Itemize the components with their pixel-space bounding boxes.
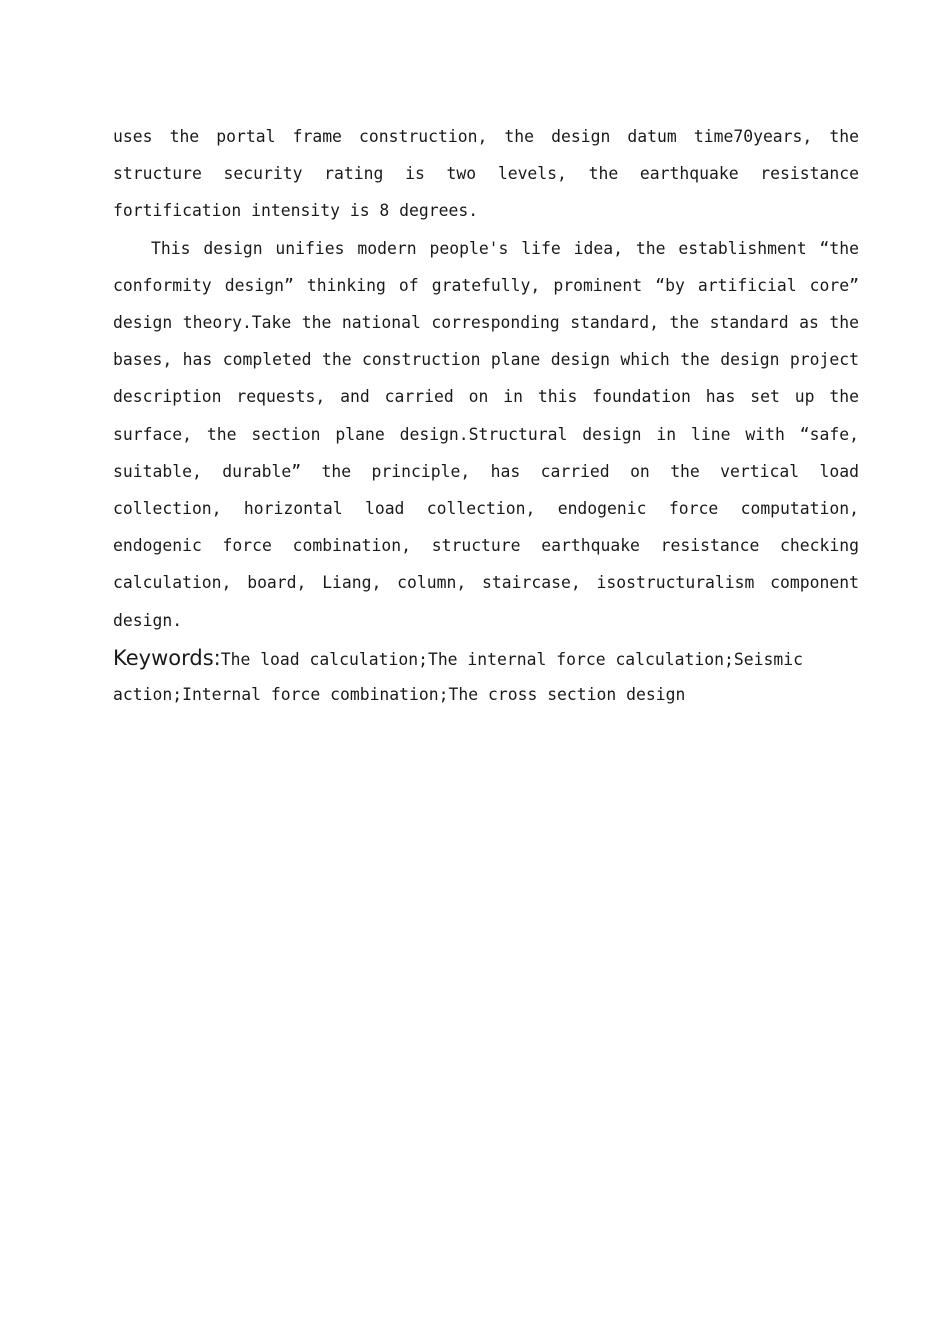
abstract-paragraph-main: This design unifies modern people's life idea, the establishment “the conformity design” thinking of gratefully, prominent “by artificial core” design theory.Take the national corresponding standard, the standard as the bases, has completed the construction plane design which the design project description requests, and carried on in this foundation has set up the surface, the section plane design.Structural design in line with “safe, suitable, durable” the principle, has carried on the vertical load collection, horizontal load collection, endogenic force computation, endogenic force combination, structure earthquake resistance checking calculation, board, Liang, column, staircase, isostructuralism component design. bbox=[113, 238, 859, 630]
keywords-label: Keywords: bbox=[113, 645, 221, 670]
keywords-line bbox=[113, 641, 859, 712]
keywords-text: The load calculation;The internal force calculation;Seismic action;Internal force combination;The cross section design bbox=[113, 649, 803, 704]
document-page bbox=[113, 118, 859, 712]
abstract-paragraph-continued: uses the portal frame construction, the design datum time70years, the structure security rating is two levels, the earthquake resistance fortification intensity is 8 degrees. bbox=[113, 127, 859, 221]
